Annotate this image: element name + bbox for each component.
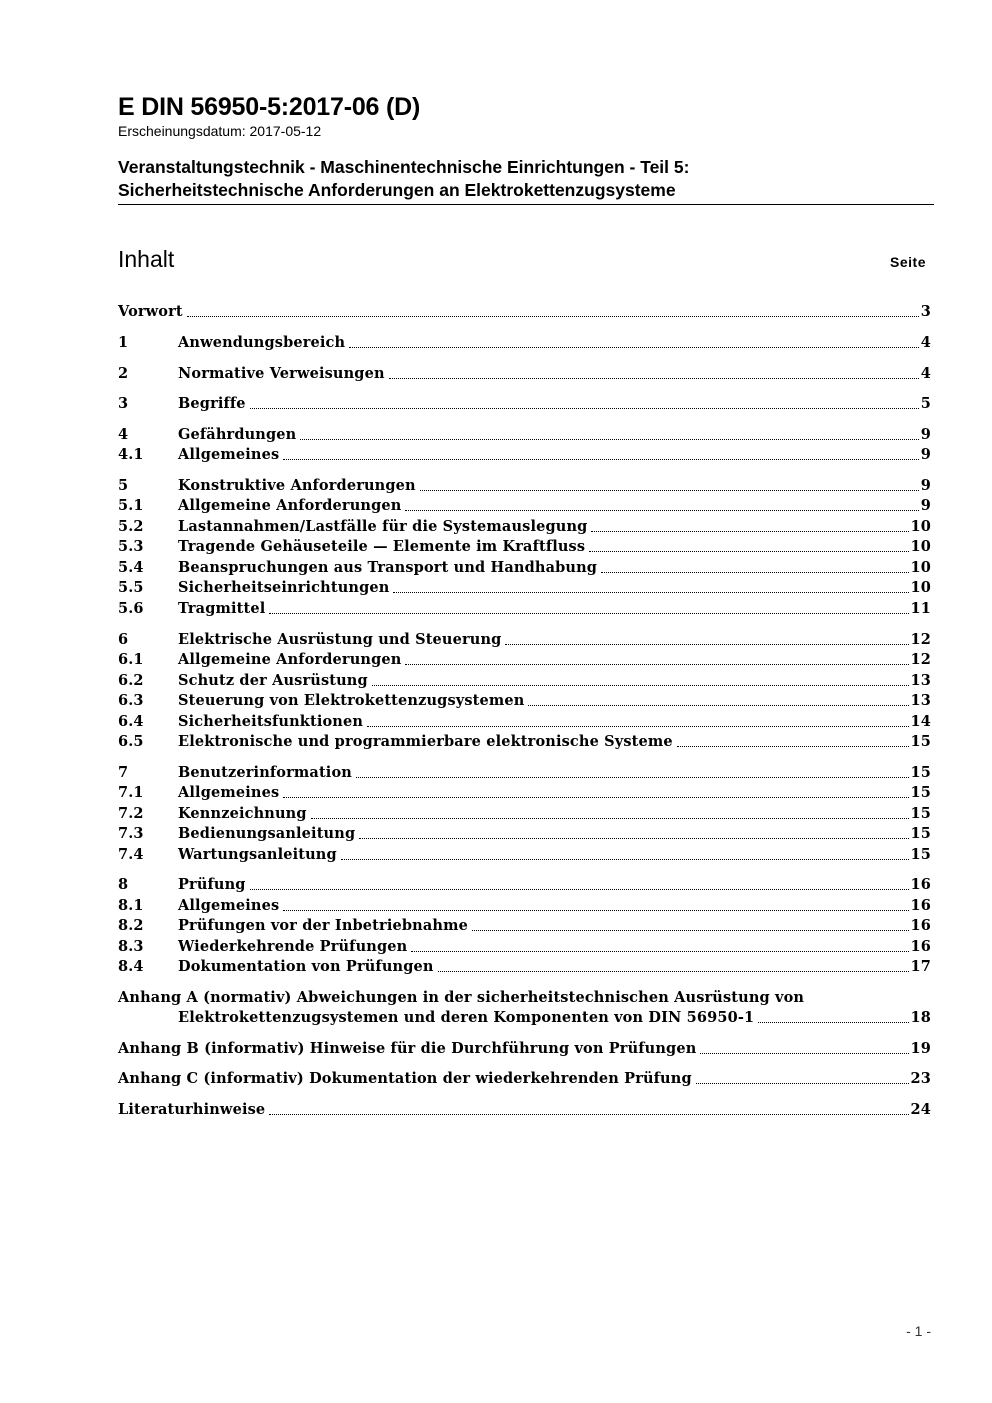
toc-entry-title: Literaturhinweise [118,1101,266,1118]
toc-entry-page: 10 [910,538,931,555]
dot-leader [405,663,908,665]
toc-entry-page: 13 [910,672,931,689]
toc-entry-5-1-allgemeine-anforderungen[interactable] [118,496,931,516]
toc-entry-number: 5.4 [118,559,144,576]
toc-entry-6-elektrische-ausr-stung-und-steuerung[interactable] [118,630,931,650]
dot-leader [367,725,908,727]
toc-entry-4-gef-hrdungen[interactable] [118,425,931,445]
toc-entry-page: 16 [910,897,931,914]
toc-entry-title: Benutzerinformation [178,764,352,781]
toc-entry-number: 5.5 [118,579,144,596]
toc-entry-vorwort[interactable] [118,302,931,322]
dot-leader [389,377,919,379]
toc-entry-number: 6.3 [118,692,144,709]
dot-leader [187,315,919,317]
toc-entry-title: Vorwort [118,303,183,320]
toc-entry-title: Kennzeichnung [178,805,307,822]
toc-entry-2-normative-verweisungen[interactable] [118,364,931,384]
dot-leader [472,929,909,931]
toc-entry-page: 15 [910,825,931,842]
toc-entry-page: 10 [910,518,931,535]
toc-entry-number: 4 [118,426,129,443]
publication-date: Erscheinungsdatum: 2017-05-12 [118,123,322,139]
toc-entry-title: Elektrokettenzugsystemen und deren Komponenten von DIN 56950-1 [178,1009,755,1026]
dot-leader [591,530,908,532]
toc-entry-title: Dokumentation von Prüfungen [178,958,434,975]
dot-leader [505,643,908,645]
toc-entry-title: Wiederkehrende Prüfungen [178,938,408,955]
toc-entry-number: 6.5 [118,733,144,750]
toc-entry-page: 15 [910,733,931,750]
dot-leader [250,407,919,409]
toc-entry-number: 1 [118,334,129,351]
toc-entry-page: 24 [910,1101,931,1118]
toc-entry-3-begriffe[interactable] [118,394,931,414]
toc-entry-page: 11 [910,600,931,617]
toc-entry-8-1-allgemeines[interactable] [118,896,931,916]
dot-leader [372,684,909,686]
toc-entry-title: Normative Verweisungen [178,365,385,382]
dot-leader [405,509,918,511]
toc-entry-number: 5.6 [118,600,144,617]
dot-leader [349,346,919,348]
document-header [118,92,934,205]
subtitle-line-2: Sicherheitstechnische Anforderungen an Elektrokettenzugsysteme [118,180,676,200]
toc-entry-page: 15 [910,784,931,801]
toc-entry-title: Begriffe [178,395,246,412]
toc-heading: Inhalt [118,246,175,272]
toc-entry-page: 9 [920,497,931,514]
toc-entry-page: 17 [910,958,931,975]
toc-entry-number: 5 [118,477,129,494]
toc-entry-title: Tragmittel [178,600,266,617]
dot-leader [269,612,908,614]
toc-entry-page: 16 [910,876,931,893]
toc-entry-number: 6 [118,631,129,648]
toc-entry-page: 9 [920,446,931,463]
toc-entry-7-1-allgemeines[interactable] [118,783,931,803]
toc-entry-title: Steuerung von Elektrokettenzugsystemen [178,692,525,709]
dot-leader [250,888,909,890]
toc-entry-number: 4.1 [118,446,144,463]
toc-page-label: Seite [890,254,926,270]
toc-entry-title: Beanspruchungen aus Transport und Handhabung [178,559,598,576]
dot-leader [601,571,908,573]
toc-entry-title: Sicherheitseinrichtungen [178,579,390,596]
toc-entry-6-2-schutz-der-ausr-stung[interactable] [118,671,931,691]
toc-entry-page: 14 [910,713,931,730]
toc-entry-8-4-dokumentation-von-pr-fungen[interactable] [118,957,931,977]
toc-entry-title: Konstruktive Anforderungen [178,477,416,494]
toc-entry-page: 16 [910,917,931,934]
toc-entry-number: 8.4 [118,958,144,975]
toc-entry-7-4-wartungsanleitung[interactable] [118,845,931,865]
toc-entry-page: 13 [910,692,931,709]
subtitle-line-1: Veranstaltungstechnik - Maschinentechnische Einrichtungen - Teil 5: [118,157,690,177]
toc-entry-8-3-wiederkehrende-pr-fungen[interactable] [118,937,931,957]
dot-leader [283,909,908,911]
dot-leader [341,858,909,860]
dot-leader [311,817,909,819]
toc-entry-page: 19 [910,1040,931,1057]
toc-entry-title: Wartungsanleitung [178,846,337,863]
dot-leader [393,591,908,593]
toc-entry-title: Allgemeines [178,784,280,801]
toc-literature[interactable] [118,1100,931,1120]
toc-entry-page: 5 [920,395,931,412]
toc-entry-page: 23 [910,1070,931,1087]
toc-entry-page: 15 [910,805,931,822]
page-number: - 1 - [906,1323,931,1339]
toc-entry-page: 10 [910,559,931,576]
toc-entry-title: Allgemeine Anforderungen [178,497,402,514]
toc-entry-title: Elektrische Ausrüstung und Steuerung [178,631,502,648]
dot-leader [269,1113,908,1115]
document-subtitle [118,156,934,205]
toc-entry-number: 6.1 [118,651,144,668]
toc-entry-number: 3 [118,395,129,412]
toc-entry-title: Lastannahmen/Lastfälle für die Systemauslegung [178,518,588,535]
toc-entry-title: Bedienungsanleitung [178,825,356,842]
toc-entry-page: 15 [910,846,931,863]
toc-entry-title: Anhang C (informativ) Dokumentation der wiederkehrenden Prüfung [118,1070,692,1087]
dot-leader [677,745,909,747]
toc-entry-number: 8.1 [118,897,144,914]
toc-entry-title: Schutz der Ausrüstung [178,672,368,689]
toc-entry-5-3-tragende-geh-useteile-elemente-im-kraftfluss[interactable] [118,537,931,557]
toc-annex-a-line-1[interactable] [118,988,931,1008]
toc-entry-1-anwendungsbereich[interactable] [118,333,931,353]
toc-entry-6-5-elektronische-und-programmierbare-elektronische-systeme[interactable] [118,732,931,752]
toc-annex-b[interactable] [118,1039,931,1059]
dot-leader [300,438,918,440]
toc-entry-8-2-pr-fungen-vor-der-inbetriebnahme[interactable] [118,916,931,936]
dot-leader [420,489,919,491]
toc-entry-number: 5.2 [118,518,144,535]
toc-entry-page: 18 [910,1009,931,1026]
toc-entry-5-konstruktive-anforderungen[interactable] [118,476,931,496]
toc-entry-page: 9 [920,477,931,494]
toc-entry-number: 5.3 [118,538,144,555]
toc-entry-number: 7.3 [118,825,144,842]
toc-entry-page: 10 [910,579,931,596]
dot-leader [438,970,909,972]
toc-annex-a-line-2[interactable] [118,1008,931,1028]
toc-entry-page: 4 [920,334,931,351]
dot-leader [589,550,908,552]
dot-leader [700,1052,908,1054]
toc-entry-6-1-allgemeine-anforderungen[interactable] [118,650,931,670]
toc-annex-c[interactable] [118,1069,931,1089]
toc-entry-number: 8 [118,876,129,893]
toc-entry-number: 7.2 [118,805,144,822]
toc-entry-page: 16 [910,938,931,955]
toc-entry-number: 5.1 [118,497,144,514]
toc-entry-7-2-kennzeichnung[interactable] [118,804,931,824]
toc-entry-title: Tragende Gehäuseteile — Elemente im Kraftfluss [178,538,586,555]
toc-entry-5-5-sicherheitseinrichtungen[interactable] [118,578,931,598]
toc-entry-title: Allgemeines [178,897,280,914]
toc-entry-8-pr-fung[interactable] [118,875,931,895]
dot-leader [696,1082,909,1084]
toc-entry-number: 6.4 [118,713,144,730]
toc-entry-7-benutzerinformation[interactable] [118,763,931,783]
toc-entry-6-4-sicherheitsfunktionen[interactable] [118,712,931,732]
toc-entry-page: 15 [910,764,931,781]
toc-entry-page: 3 [920,303,931,320]
toc-entry-title: Anhang B (informativ) Hinweise für die Durchführung von Prüfungen [118,1040,697,1057]
toc-entry-number: 7.4 [118,846,144,863]
toc-entry-7-3-bedienungsanleitung[interactable] [118,824,931,844]
dot-leader [283,458,918,460]
toc-entry-title: Gefährdungen [178,426,297,443]
dot-leader [528,704,908,706]
toc-entry-5-4-beanspruchungen-aus-transport-und-handhabung[interactable] [118,558,931,578]
toc-entry-page: 9 [920,426,931,443]
dot-leader [411,950,908,952]
toc-entry-title: Sicherheitsfunktionen [178,713,364,730]
toc-entry-number: 7 [118,764,129,781]
toc-entry-4-1-allgemeines[interactable] [118,445,931,465]
toc-entry-title: Anwendungsbereich [178,334,346,351]
dot-leader [758,1021,908,1023]
toc-entry-title: Prüfung [178,876,246,893]
toc-entry-title: Allgemeine Anforderungen [178,651,402,668]
toc-entry-5-6-tragmittel[interactable] [118,599,931,619]
toc-entry-6-3-steuerung-von-elektrokettenzugsystemen[interactable] [118,691,931,711]
toc-entry-5-2-lastannahmen-lastf-lle-f-r-die-systemauslegung[interactable] [118,517,931,537]
document-title: E DIN 56950-5:2017-06 (D) [118,93,421,121]
toc-entry-title: Allgemeines [178,446,280,463]
dot-leader [283,796,908,798]
toc-entry-page: 12 [910,631,931,648]
toc-entry-number: 2 [118,365,129,382]
toc-entry-title: Elektronische und programmierbare elektronische Systeme [178,733,673,750]
toc-entry-page: 12 [910,651,931,668]
toc-entry-number: 8.2 [118,917,144,934]
dot-leader [359,837,908,839]
toc-entry-page: 4 [920,365,931,382]
toc-entry-number: 7.1 [118,784,144,801]
toc-entry-number: 6.2 [118,672,144,689]
dot-leader [356,776,909,778]
toc-entry-number: 8.3 [118,938,144,955]
toc-entry-title: Prüfungen vor der Inbetriebnahme [178,917,468,934]
toc-entry-title: Anhang A (normativ) Abweichungen in der sicherheitstechnischen Ausrüstung von [118,989,805,1006]
